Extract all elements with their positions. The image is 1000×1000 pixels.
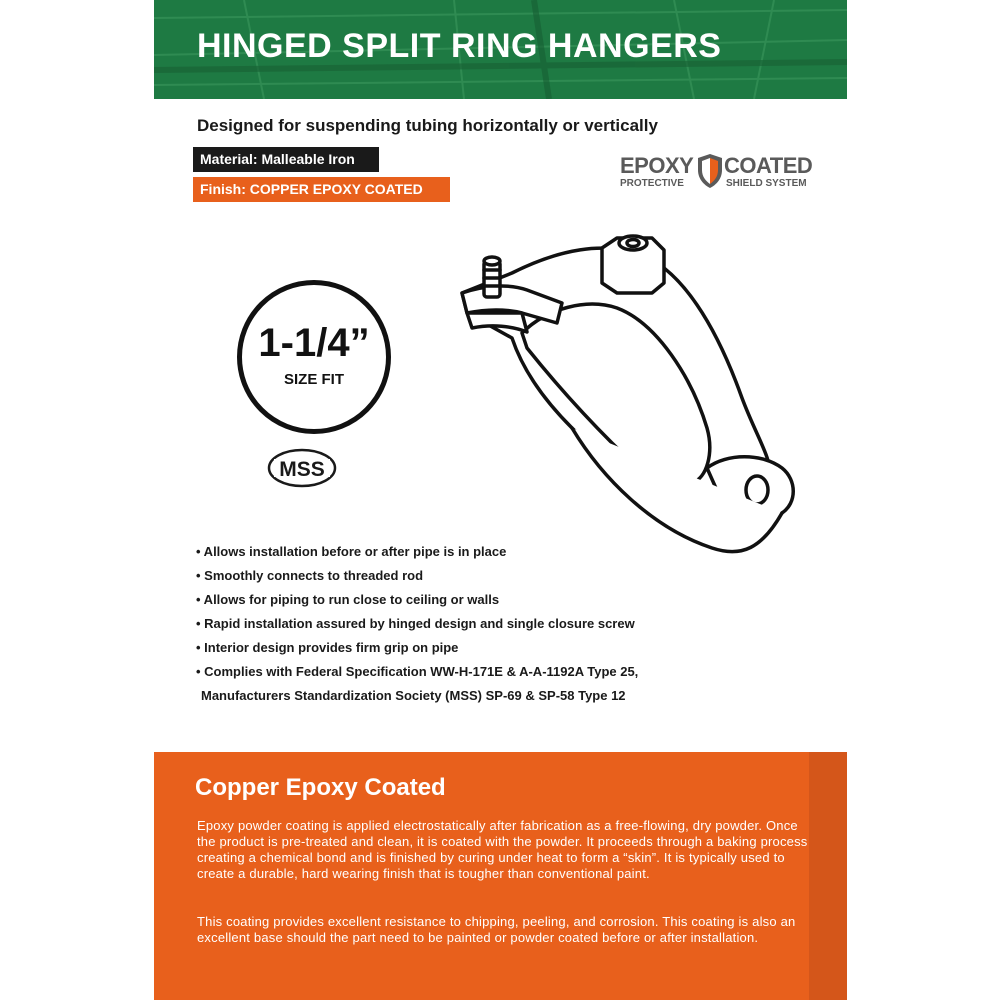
epoxy-logo-sub1: PROTECTIVE	[620, 178, 684, 189]
epoxy-coated-logo	[620, 153, 813, 195]
list-item: • Interior design provides firm grip on pipe	[196, 640, 459, 655]
page-title: HINGED SPLIT RING HANGERS	[197, 27, 722, 65]
coating-heading: Copper Epoxy Coated	[195, 774, 446, 801]
product-sheet	[154, 0, 847, 1000]
size-label: SIZE FIT	[284, 371, 344, 388]
coating-paragraph-1: Epoxy powder coating is applied electrostatically after fabrication as a free-flowing, dry powder. Once the product is pre-treated and clean, it is coated with the powder. It proceeds through a baking process creating a chemical bond and is finished by curing under heat to form a “skin”. It is typically used to create a durable, hard wearing finish that is tougher than conventional paint.	[197, 818, 808, 881]
feature-continuation-text: Manufacturers Standardization Society (MSS) SP-69 & SP-58 Type 12	[201, 688, 626, 703]
hanger-illustration	[452, 228, 812, 578]
material-badge: Material: Malleable Iron	[193, 147, 379, 172]
mss-logo	[266, 447, 340, 489]
epoxy-logo-word2: COATED	[724, 153, 813, 178]
list-item: • Rapid installation assured by hinged design and single closure screw	[196, 616, 635, 631]
epoxy-logo-word1: EPOXY	[620, 153, 694, 178]
finish-badge: Finish: COPPER EPOXY COATED	[193, 177, 450, 202]
feature-list	[196, 540, 638, 708]
epoxy-logo-sub2: SHIELD SYSTEM	[726, 178, 807, 189]
size-value: 1-1/4”	[258, 321, 370, 365]
tagline: Designed for suspending tubing horizontally or vertically	[197, 116, 658, 135]
list-item-continuation	[196, 684, 638, 708]
shield-icon	[697, 153, 723, 189]
coating-section	[154, 752, 847, 1000]
list-item: • Allows for piping to run close to ceiling or walls	[196, 592, 500, 607]
list-item: • Allows installation before or after pipe is in place	[196, 544, 507, 559]
size-fit-badge	[237, 280, 391, 434]
mss-logo-text: MSS	[279, 458, 325, 481]
list-item: • Smoothly connects to threaded rod	[196, 568, 424, 583]
header-banner	[154, 0, 847, 99]
coating-paragraph-2: This coating provides excellent resistance to chipping, peeling, and corrosion. This coating is also an excellent base should the part need to be painted or powder coated before or after installation.	[197, 914, 796, 945]
list-item: • Complies with Federal Specification WW-H-171E & A-A-1192A Type 25,	[196, 664, 639, 679]
